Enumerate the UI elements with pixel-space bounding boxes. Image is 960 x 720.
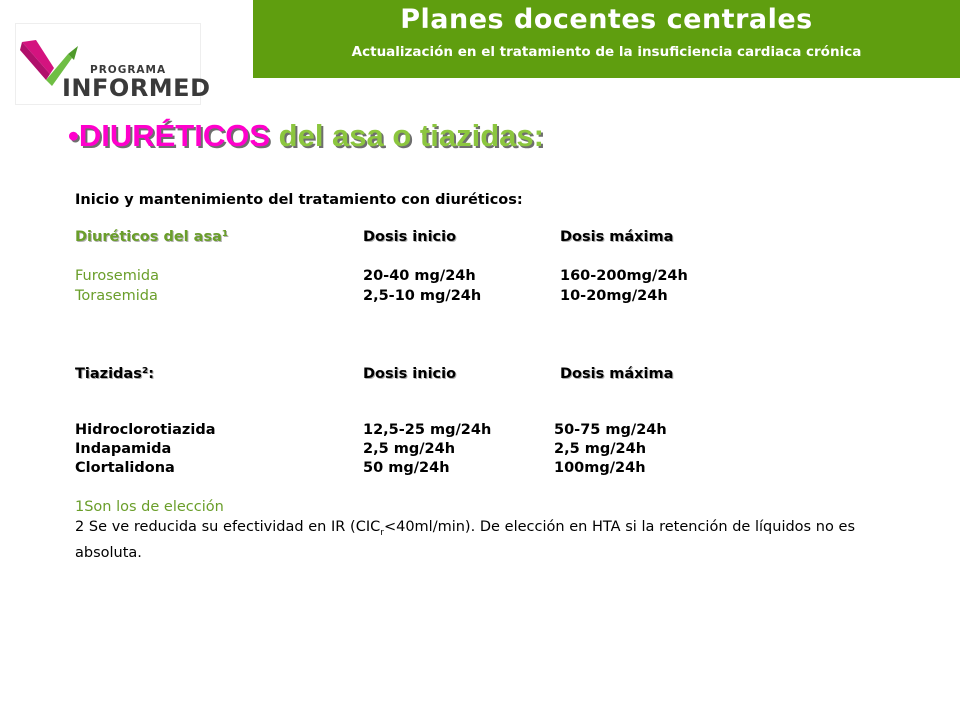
logo-informed-text: INFORMED [62,74,211,102]
slide-heading [68,118,544,154]
table-row-name: Clortalidona [75,460,175,476]
thiazide-header-max: Dosis máxima [560,366,674,382]
loop-header-name: Diuréticos del asa¹ [75,229,229,245]
footnote-2-part2: <40ml/min). De elección en HTA si la retención de líquidos no es absoluta. [75,519,855,561]
table-row-name: Indapamida [75,441,172,457]
table-row-max: 160-200mg/24h [560,268,688,284]
heading-rest: del asa o tiazidas: [270,118,544,153]
table-row-max: 2,5 mg/24h [554,441,647,457]
table-row-name: Furosemida [75,268,159,284]
logo-program-text: PROGRAMA [90,64,167,76]
header-title: Planes docentes centrales [400,4,813,35]
footnote-1: 1Son los de elección [75,499,224,515]
table-row-start: 2,5 mg/24h [363,441,456,457]
thiazide-header-name: Tiazidas²: [75,366,154,382]
thiazide-header-start: Dosis inicio [363,366,457,382]
loop-header-max: Dosis máxima [560,229,674,245]
table-row-name: Torasemida [75,288,158,304]
table-row-start: 20-40 mg/24h [363,268,476,284]
table-row-start: 2,5-10 mg/24h [363,288,482,304]
table-row-max: 50-75 mg/24h [554,422,667,438]
table-row-name: Hidroclorotiazida [75,422,216,438]
table-row-max: 10-20mg/24h [560,288,668,304]
loop-header-start: Dosis inicio [363,229,457,245]
footnote-2-subscript: r [380,527,384,538]
informed-logo [16,24,211,104]
header-subtitle: Actualización en el tratamiento de la insuficiencia cardiaca crónica [351,44,862,60]
footnote-2 [75,517,855,563]
intro-text: Inicio y mantenimiento del tratamiento con diuréticos: [75,192,523,208]
table-row-start: 50 mg/24h [363,460,450,476]
heading-keyword: •DIURÉTICOS [68,118,271,153]
table-row-start: 12,5-25 mg/24h [363,422,492,438]
header-banner [253,0,960,78]
table-row-max: 100mg/24h [554,460,646,476]
footnote-2-part1: 2 Se ve reducida su efectividad en IR (CIC [75,519,381,535]
